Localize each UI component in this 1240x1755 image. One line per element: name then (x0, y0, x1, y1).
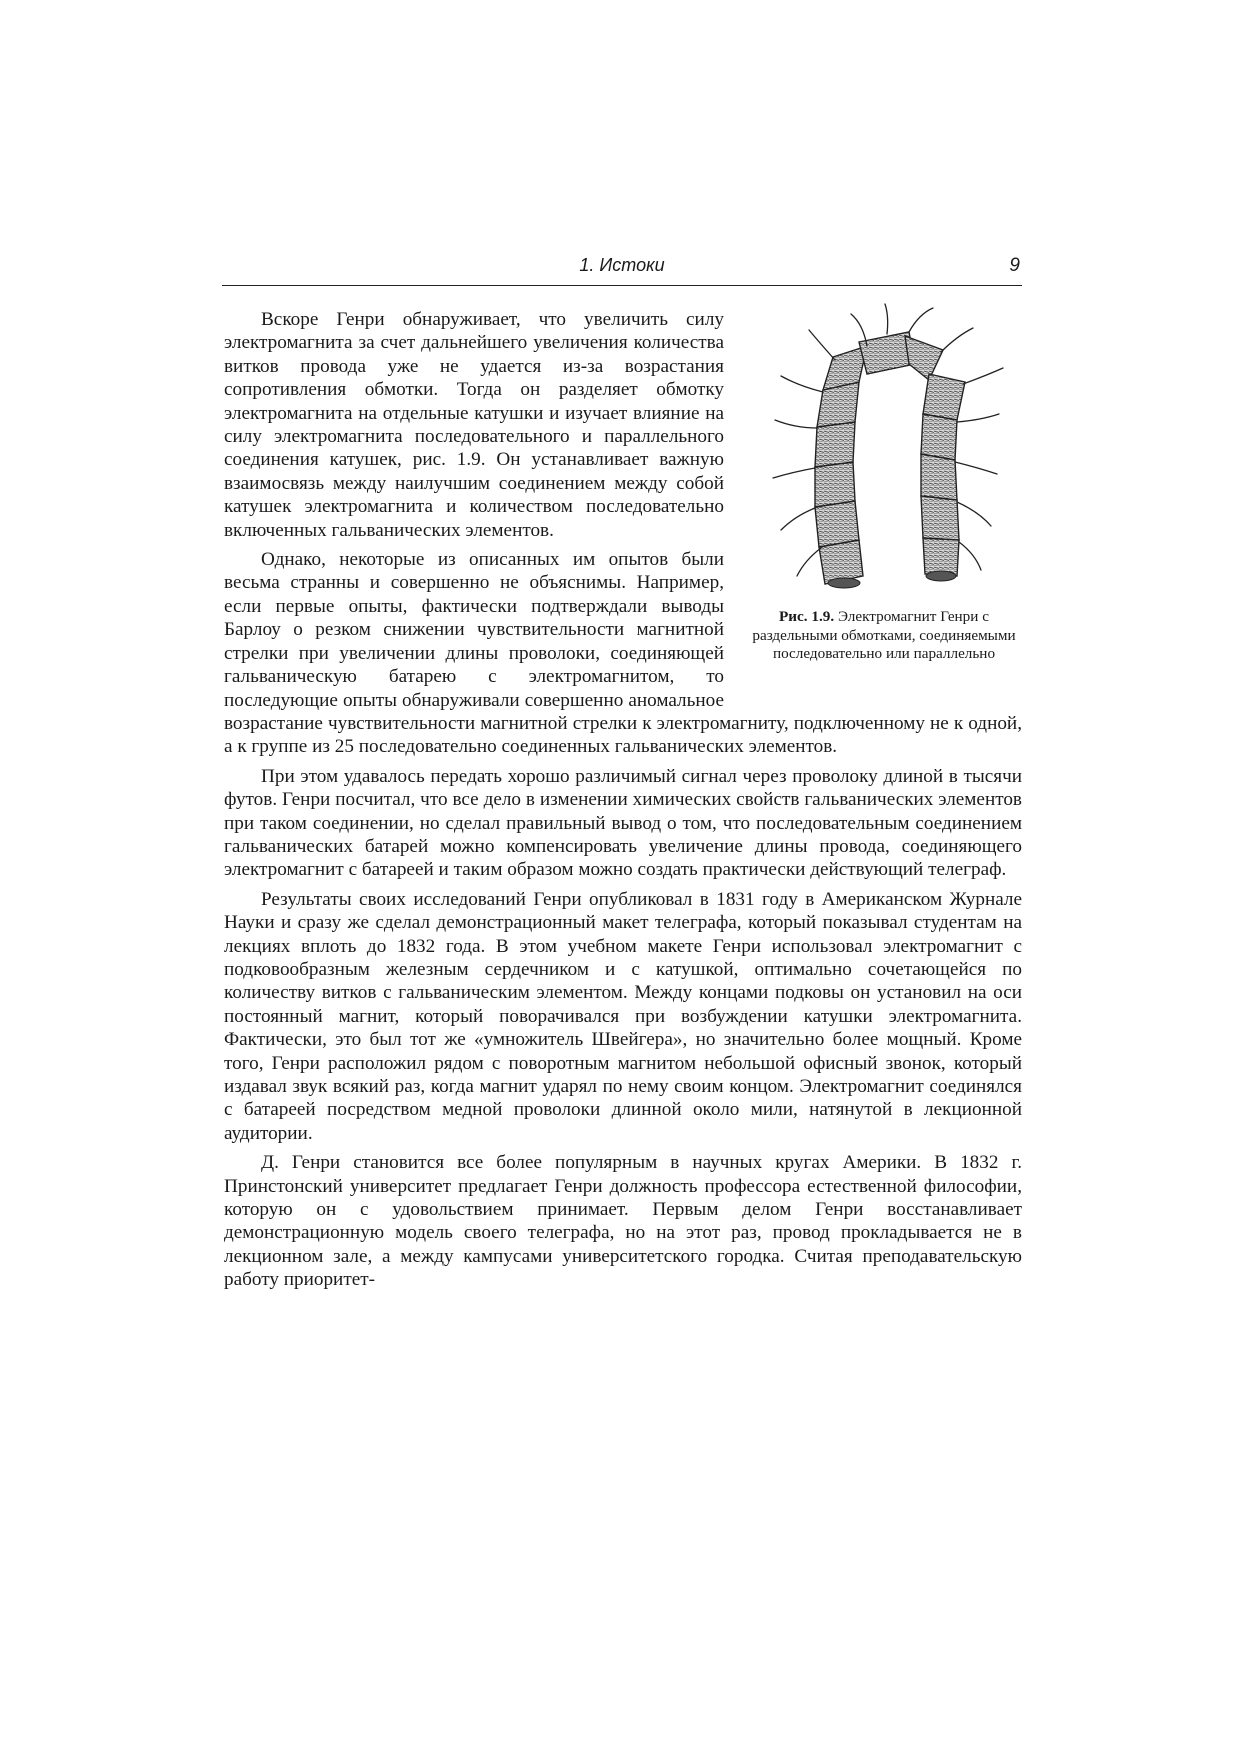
running-header (222, 255, 1022, 286)
paragraph-4: Результаты своих исследований Генри опубликовал в 1831 году в Американском Журнале Науки и сразу же сделал демонстрационный макет телеграфа, который показывал студентам на лекциях вплоть до 1832 года. В этом учебном макете Генри использовал электромагнит с подковообразным железным сердечником и с катушкой, оптимально сочетающейся по количеству витков с гальваническим элементом. Между концами подковы он установил на оси постоянный магнит, который поворачивался при возбуждении катушки электромагнита. Фактически, это был тот же «умножитель Швейгера», но значительно более мощный. Кроме того, Генри расположил рядом с поворотным магнитом небольшой офисный звонок, который издавал звук всякий раз, когда магнит ударял по нему своим концом. Электромагнит соединялся с батареей посредством медной проволоки длинной около мили, натянутой в лекционной аудитории. (224, 888, 1022, 1144)
figure-caption (738, 608, 1030, 664)
paragraph-2: Однако, некоторые из описанных им опытов были весьма странны и совершенно не объяснимы. Например, если первые опыты, фактически подтверждали выводы Барлоу о резком снижении чувствительности магнитной стрелки при увеличении длины проволоки, соединяющей гальваническую батарею с электромагнитом, то последующие опыты обнаруживали совершенно аномальное возрастание чувствительности магнитной стрелки к электромагниту, подключенному не к одной, а к группе из 25 последовательно соединенных гальванических элементов. (224, 549, 1022, 758)
paragraph-1: Вскоре Генри обнаруживает, что увеличить силу электромагнита за счет дальнейшего увеличения количества витков провода уже не удается из-за возрастания сопротивления обмотки. Тогда он разделяет обмотку электромагнита на отдельные катушки и изучает влияние на силу электромагнита последовательного и параллельного соединения катушек, рис. 1.9. Он устанавливает важную взаимосвязь между наилучшим соединением между собой катушек электромагнита и количеством последовательно включенных гальванических элементов. (224, 309, 724, 541)
chapter-title: 1. Истоки (579, 255, 665, 275)
figure-label: Рис. 1.9. (779, 608, 835, 625)
page-number: 9 (1009, 255, 1020, 276)
figure-1-9 (738, 302, 1030, 704)
electromagnet-illustration (759, 302, 1009, 602)
figure-caption-text: Электромагнит Генри с раздельными обмотками, соединяемыми последовательно или параллельно (752, 608, 1016, 663)
paragraph-3: При этом удавалось передать хорошо различимый сигнал через проволоку длиной в тысячи футов. Генри посчитал, что все дело в изменении химических свойств гальванических элементов при таком соединении, но сделал правильный вывод о том, что последовательным соединением гальванических батарей можно компенсировать увеличение длины провода, соединяющего электромагнит с батареей и таким образом можно создать практически действующий телеграф. (224, 765, 1022, 881)
body-text (224, 308, 1022, 1298)
paragraph-5: Д. Генри становится все более популярным в научных кругах Америки. В 1832 г. Принстонский университет предлагает Генри должность профессора естественной философии, которую он с удовольствием принимает. Первым делом Генри восстанавливает демонстрационную модель своего телеграфа, но на этот раз, провод прокладывается не в лекционном зале, а между кампусами университетского городка. Считая преподавательскую работу приоритет- (224, 1152, 1022, 1291)
